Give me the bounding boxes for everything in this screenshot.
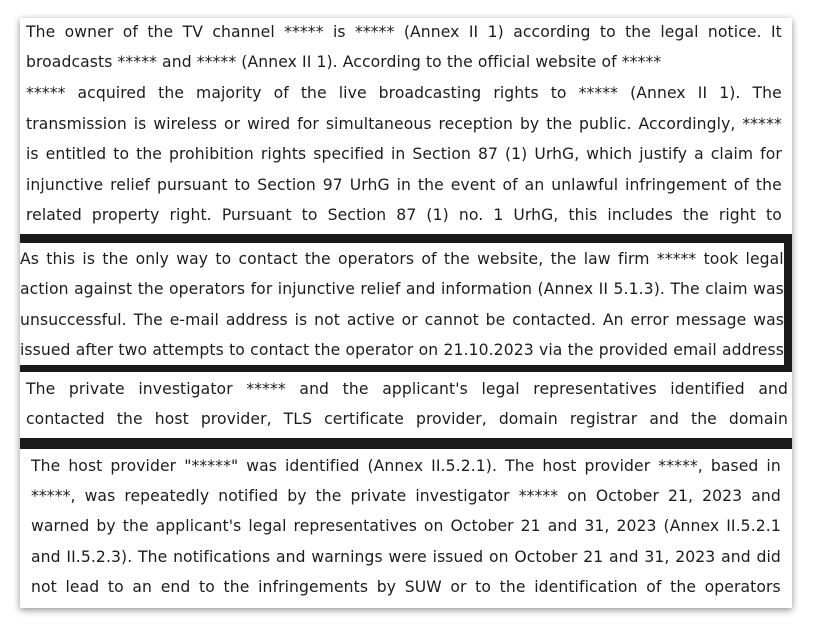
- text-line: injunctive relief pursuant to Section 97 UrhG in the event of an unlawful infringement of the: [26, 176, 782, 194]
- text-line: and II.5.2.3). The notifications and warnings were issued on October 21 and 31, 2023 and did: [31, 548, 781, 566]
- text-line: ***** acquired the majority of the live broadcasting rights to ***** (Annex II 1). The: [26, 84, 782, 102]
- text-panel-4: [20, 449, 792, 608]
- text-panel-2: [20, 243, 784, 365]
- text-line: transmission is wireless or wired for simultaneous reception by the public. Accordingly, *****: [26, 115, 782, 133]
- text-line: As this is the only way to contact the operators of the website, the law firm ***** took legal: [20, 250, 784, 268]
- text-line: broadcasts ***** and ***** (Annex II 1). According to the official website of *****: [26, 53, 662, 71]
- text-line: is entitled to the prohibition rights specified in Section 87 (1) UrhG, which justify a claim for: [26, 145, 782, 163]
- text-panel-1: [20, 18, 792, 234]
- text-line: The owner of the TV channel ***** is ***** (Annex II 1) according to the legal notice. It: [26, 23, 782, 41]
- text-line: The host provider "*****" was identified (Annex II.5.2.1). The host provider *****, based in: [31, 457, 781, 475]
- text-line: The private investigator ***** and the applicant's legal representatives identified and: [26, 380, 788, 398]
- document-frame: [20, 18, 792, 608]
- text-line: contacted the host provider, TLS certificate provider, domain registrar and the domain: [26, 410, 788, 428]
- text-panel-3: [20, 372, 792, 438]
- text-line: not lead to an end to the infringements by SUW or to the identification of the operators: [31, 578, 781, 596]
- text-line: unsuccessful. The e-mail address is not active or cannot be contacted. An error message was: [20, 311, 784, 329]
- text-line: action against the operators for injunctive relief and information (Annex II 5.1.3). The claim was: [20, 280, 784, 298]
- text-line: related property right. Pursuant to Section 87 (1) no. 1 UrhG, this includes the right to: [26, 206, 782, 224]
- text-line: *****, was repeatedly notified by the private investigator ***** on October 21, 2023 and: [31, 487, 781, 505]
- text-line: warned by the applicant's legal representatives on October 21 and 31, 2023 (Annex II.5.2.1: [31, 517, 781, 535]
- text-line: issued after two attempts to contact the operator on 21.10.2023 via the provided email address: [20, 341, 784, 359]
